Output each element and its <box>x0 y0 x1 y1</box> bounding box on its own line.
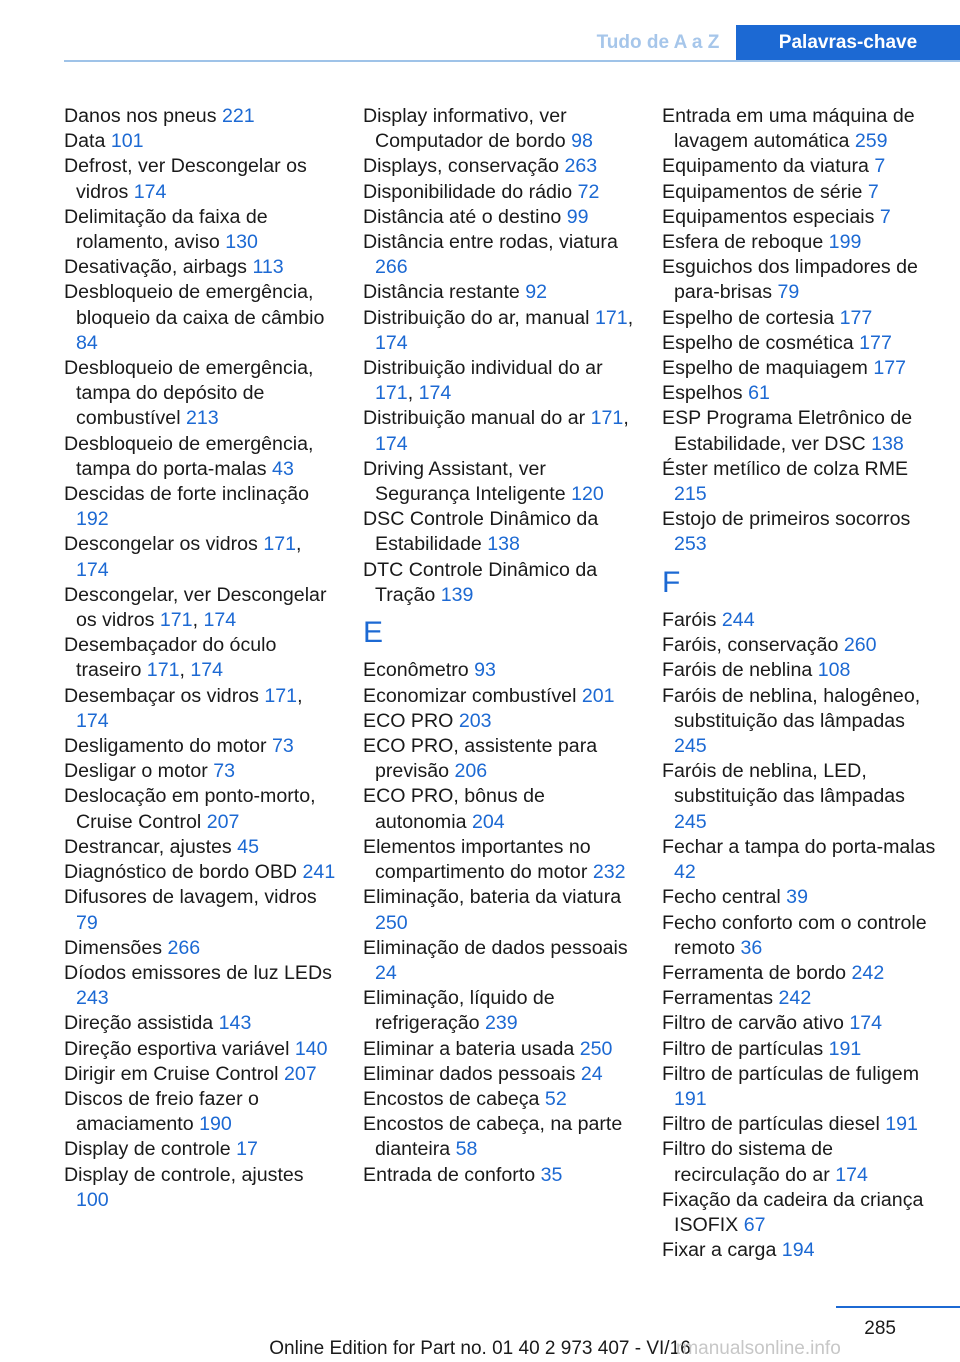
index-term: Distância restante <box>363 281 520 304</box>
index-term: Fixação da cadeira da criança ISOFIX <box>662 1188 924 1236</box>
index-term: Espelho de cortesia <box>662 306 835 329</box>
index-entry <box>363 180 638 205</box>
page-reference-link[interactable]: 73 <box>213 760 235 783</box>
index-entry: Distribuição do ar, manual 171, 174 <box>363 306 634 354</box>
index-term: Eliminar dados pessoais <box>363 1062 576 1085</box>
index-entry: Descongelar os vidros 171, 174 <box>64 533 302 581</box>
index-term: Deslocação em ponto-morto, Cruise Control <box>64 785 316 833</box>
page-reference-link[interactable]: 98 <box>571 130 593 153</box>
footer-divider <box>836 1306 960 1308</box>
page-reference-link[interactable]: 199 <box>828 231 862 254</box>
page-reference-link[interactable]: 108 <box>817 659 851 682</box>
index-entry: Desembaçador do óculo traseiro 171, 174 <box>64 634 277 682</box>
index-entry <box>662 986 937 1011</box>
index-term: Direção esportiva variável <box>64 1037 290 1060</box>
index-entry <box>662 633 937 658</box>
index-term: Descidas de forte inclinação <box>64 483 310 506</box>
page-reference-link[interactable]: 92 <box>525 281 548 304</box>
index-term: Fixar a carga <box>662 1239 777 1262</box>
page-reference-link[interactable]: 190 <box>199 1113 232 1136</box>
page-reference-link[interactable]: 58 <box>455 1138 478 1161</box>
index-term: Filtro de carvão ativo <box>662 1012 844 1035</box>
page-reference-link[interactable]: 191 <box>674 1087 707 1110</box>
section-letter: F <box>662 565 681 599</box>
index-entry <box>363 709 638 734</box>
index-entry <box>363 1062 638 1087</box>
page-reference-link[interactable]: 250 <box>375 911 408 934</box>
tab-tudo-de-a-a-z[interactable]: Tudo de A a Z <box>580 25 736 61</box>
index-entry <box>363 1037 638 1062</box>
page-reference-link[interactable]: 266 <box>167 936 201 959</box>
page-reference-link[interactable]: 266 <box>375 256 408 279</box>
index-term: Desembaçar os vidros <box>64 684 259 707</box>
index-column-2 <box>363 104 638 1188</box>
index-entry <box>64 1037 339 1062</box>
watermark-text: rmanualsonline.info <box>676 1338 841 1359</box>
page-reference-link[interactable]: 171 <box>590 407 624 430</box>
index-term: Display de controle, ajustes <box>64 1163 304 1186</box>
index-term: Distribuição manual do ar <box>363 407 586 430</box>
index-entry <box>363 885 638 935</box>
page-reference-link[interactable]: 43 <box>272 457 294 480</box>
index-term: Ferramenta de bordo <box>662 961 847 984</box>
index-entry <box>662 381 937 406</box>
page-reference-link[interactable]: 259 <box>854 130 888 153</box>
index-entry <box>662 1112 937 1137</box>
index-term: Direção assistida <box>64 1012 214 1035</box>
index-entry <box>662 457 937 507</box>
index-entry <box>363 507 638 557</box>
index-term: ECO PRO <box>363 709 454 732</box>
index-entry <box>64 784 339 834</box>
page-reference-link[interactable]: 174 <box>375 331 408 354</box>
index-term: Espelho de maquiagem <box>662 357 868 380</box>
index-term: Econômetro <box>363 659 469 682</box>
index-term: Fechar a tampa do porta-malas <box>662 835 936 858</box>
index-term: Display de controle <box>64 1138 231 1161</box>
index-entry <box>662 507 937 557</box>
page-reference-link[interactable]: 213 <box>186 407 219 430</box>
page-reference-link[interactable]: 174 <box>76 558 109 581</box>
page-reference-link[interactable]: 204 <box>471 810 505 833</box>
index-entry <box>363 684 638 709</box>
index-entry <box>64 129 339 154</box>
tab-palavras-chave[interactable]: Palavras-chave <box>736 25 960 61</box>
page-reference-link[interactable]: 174 <box>133 180 167 203</box>
page-reference-link[interactable]: 241 <box>302 861 336 884</box>
index-term: Eliminar a bateria usada <box>363 1037 575 1060</box>
index-entry <box>64 936 339 961</box>
index-entry <box>363 205 638 230</box>
page-reference-link[interactable]: 221 <box>221 105 255 127</box>
page-reference-link[interactable]: 100 <box>76 1188 109 1211</box>
index-entry <box>64 1011 339 1036</box>
index-term: Distância entre rodas, viatura <box>363 231 618 254</box>
index-term: Danos nos pneus <box>64 105 217 127</box>
index-entry <box>363 280 638 305</box>
index-entry <box>662 1137 937 1187</box>
index-term: Éster metílico de colza RME <box>662 457 909 480</box>
index-term: Eliminação, bateria da viatura <box>363 886 622 909</box>
index-term: Distribuição individual do ar <box>363 357 603 380</box>
index-entry <box>662 1037 937 1062</box>
index-entry <box>64 1087 339 1137</box>
index-entry <box>662 684 937 760</box>
index-term: DSC Controle Dinâmico da Estabilidade <box>363 508 599 556</box>
page-reference-link[interactable]: 191 <box>885 1113 918 1136</box>
index-entry <box>662 1062 937 1112</box>
page-reference-link[interactable]: 177 <box>839 306 873 329</box>
index-term: Encostos de cabeça, na parte dianteira <box>363 1113 623 1161</box>
page-reference-link[interactable]: 207 <box>206 810 240 833</box>
page-reference-link[interactable]: 24 <box>375 961 397 984</box>
index-entry <box>363 1112 638 1162</box>
page-reference-link[interactable]: 84 <box>76 331 98 354</box>
page-reference-link[interactable]: 143 <box>218 1012 252 1035</box>
index-term: Driving Assistant, ver Segurança Inteligente <box>363 457 566 506</box>
index-entry <box>662 331 937 356</box>
index-entry <box>64 255 339 280</box>
index-term: Economizar combustível <box>363 684 577 707</box>
index-entry <box>662 658 937 683</box>
index-entry <box>363 784 638 834</box>
index-entry <box>662 255 937 305</box>
index-entry <box>64 154 339 204</box>
index-entry <box>662 885 937 910</box>
page-reference-link[interactable]: 242 <box>778 987 812 1010</box>
page-reference-link[interactable]: 113 <box>252 256 284 279</box>
page-reference-link[interactable]: 171 <box>146 659 180 682</box>
page-reference-link[interactable]: 79 <box>76 911 98 934</box>
index-term: Eliminação, líquido de refrigeração <box>363 987 555 1035</box>
page-reference-link[interactable]: 171 <box>264 684 298 707</box>
index-entry <box>662 1188 937 1238</box>
index-term: Ferramentas <box>662 987 774 1010</box>
page-reference-link[interactable]: 171 <box>595 306 628 329</box>
index-entry <box>64 885 339 935</box>
index-term: Desbloqueio de emergência, tampa do porta-malas <box>64 432 314 480</box>
index-term: Filtro do sistema de recirculação do ar <box>662 1138 833 1186</box>
page-reference-link[interactable]: 35 <box>540 1163 563 1186</box>
index-entry <box>662 961 937 986</box>
page-reference-link[interactable]: 206 <box>454 760 488 783</box>
index-term: Faróis <box>662 609 717 632</box>
page-reference-link[interactable]: 7 <box>867 180 879 203</box>
index-entry <box>363 154 638 179</box>
index-entry <box>662 230 937 255</box>
page-reference-link[interactable]: 138 <box>871 432 904 455</box>
index-term: ECO PRO, assistente para previsão <box>363 735 598 783</box>
index-entry <box>64 835 339 860</box>
page-reference-link[interactable]: 72 <box>577 180 600 203</box>
page-reference-link[interactable]: 245 <box>674 810 707 833</box>
page-reference-link[interactable]: 99 <box>566 205 589 228</box>
index-entry <box>64 432 339 482</box>
index-term: Entrada em uma máquina de lavagem automática <box>662 105 915 153</box>
index-term: Display informativo, ver Computador de bordo <box>363 105 567 153</box>
index-term: Desativação, airbags <box>64 256 247 279</box>
page-reference-link[interactable]: 243 <box>76 987 109 1010</box>
index-entry <box>64 961 339 1011</box>
page-reference-link[interactable]: 120 <box>571 483 604 506</box>
page-reference-link[interactable]: 203 <box>458 709 492 732</box>
page-reference-link[interactable]: 201 <box>581 684 615 707</box>
index-term: DTC Controle Dinâmico da Tração <box>363 558 598 606</box>
index-entry <box>363 835 638 885</box>
index-entry <box>363 1087 638 1112</box>
page-reference-link[interactable]: 171 <box>375 382 408 405</box>
index-term: Difusores de lavagem, vidros <box>64 886 317 909</box>
index-entry <box>363 734 638 784</box>
index-entry <box>662 608 937 633</box>
index-entry <box>662 1238 937 1263</box>
index-term: Distribuição do ar, manual <box>363 306 590 329</box>
index-entry <box>363 104 638 154</box>
index-term: Desligar o motor <box>64 760 208 783</box>
index-entry: Distribuição individual do ar 171, 174 <box>363 357 603 405</box>
index-term: Faróis de neblina, LED, substituição das lâmpadas <box>662 760 905 808</box>
page-reference-link[interactable]: 73 <box>272 735 294 758</box>
index-entry <box>662 356 937 381</box>
index-entry: Desembaçar os vidros 171, 174 <box>64 684 303 732</box>
index-column-3 <box>662 104 937 1263</box>
index-term: Diagnóstico de bordo OBD <box>64 861 298 884</box>
page-reference-link[interactable]: 260 <box>843 634 877 657</box>
index-term: Desbloqueio de emergência, bloqueio da caixa de câmbio <box>64 281 325 329</box>
index-term: ESP Programa Eletrônico de Estabilidade, ver DSC <box>662 407 913 455</box>
index-entry <box>662 205 937 230</box>
page-reference-link[interactable]: 45 <box>237 835 259 858</box>
index-column-1 <box>64 104 339 1213</box>
index-term: Distância até o destino <box>363 205 562 228</box>
index-term: Descongelar os vidros <box>64 533 258 556</box>
index-term: Discos de freio fazer o amaciamento <box>64 1087 259 1136</box>
index-term: Filtro de partículas de fuligem <box>662 1062 920 1085</box>
index-entry <box>662 154 937 179</box>
index-term: Esguichos dos limpadores de para-brisas <box>662 256 918 304</box>
index-entry: Distribuição manual do ar 171, 174 <box>363 407 629 455</box>
page-reference-link[interactable]: 263 <box>564 155 598 178</box>
index-entry <box>662 306 937 331</box>
index-term: Desembaçador do óculo traseiro <box>64 634 277 682</box>
index-entry <box>662 911 937 961</box>
header-divider <box>64 60 960 62</box>
page-reference-link[interactable]: 79 <box>777 281 800 304</box>
page-reference-link[interactable]: 42 <box>674 861 696 884</box>
index-term: Data <box>64 130 106 153</box>
page-reference-link[interactable]: 52 <box>544 1087 567 1110</box>
index-term: Faróis de neblina, halogêneo, substituição das lâmpadas <box>662 684 921 732</box>
page-reference-link[interactable]: 171 <box>263 533 297 556</box>
page-reference-link[interactable]: 250 <box>579 1037 613 1060</box>
index-term: Delimitação da faixa de rolamento, aviso <box>64 205 268 254</box>
index-entry <box>64 280 339 356</box>
index-entry <box>363 658 638 683</box>
index-entry <box>64 1163 339 1213</box>
index-entry <box>64 759 339 784</box>
page-reference-link[interactable]: 139 <box>440 583 474 606</box>
index-entry <box>64 104 339 129</box>
page-number: 285 <box>864 1318 896 1339</box>
index-term: Filtro de partículas <box>662 1037 824 1060</box>
page-reference-link[interactable]: 215 <box>674 483 707 506</box>
index-term: Displays, conservação <box>363 155 560 178</box>
index-term: Descongelar, ver Descongelar os vidros <box>64 583 327 632</box>
index-entry <box>662 104 937 154</box>
index-entry <box>64 205 339 255</box>
index-term: ECO PRO, bônus de autonomia <box>363 785 545 833</box>
page-reference-link[interactable]: 67 <box>743 1213 766 1236</box>
index-term: Dimensões <box>64 936 163 959</box>
page-reference-link[interactable]: 101 <box>110 130 144 153</box>
index-term: Disponibilidade do rádio <box>363 180 573 203</box>
page-reference-link[interactable]: 17 <box>236 1138 258 1161</box>
page-reference-link[interactable]: 244 <box>721 609 755 632</box>
page-reference-link[interactable]: 174 <box>375 432 408 455</box>
index-entry <box>363 230 638 280</box>
index-term: Faróis de neblina <box>662 659 813 682</box>
index-term: Destrancar, ajustes <box>64 835 232 858</box>
index-term: Desbloqueio de emergência, tampa do depósito de combustível <box>64 357 314 430</box>
page-reference-link[interactable]: 130 <box>225 231 258 254</box>
page-reference-link[interactable]: 39 <box>786 886 808 909</box>
index-term: Fecho conforto com o controle remoto <box>662 911 927 959</box>
index-term: Equipamento da viatura <box>662 155 869 178</box>
index-entry <box>64 734 339 759</box>
index-term: Defrost, ver Descongelar os vidros <box>64 155 307 203</box>
index-term: Equipamentos especiais <box>662 205 875 228</box>
index-term: Encostos de cabeça <box>363 1087 540 1110</box>
index-term: Desligamento do motor <box>64 735 267 758</box>
section-letter: E <box>363 616 384 650</box>
index-entry <box>662 180 937 205</box>
page-reference-link[interactable]: 174 <box>849 1012 883 1035</box>
page-reference-link[interactable]: 61 <box>748 382 770 405</box>
page-reference-link[interactable]: 194 <box>781 1239 815 1262</box>
page-reference-link[interactable]: 232 <box>592 861 626 884</box>
index-term: Equipamentos de série <box>662 180 863 203</box>
index-term: Eliminação de dados pessoais <box>363 936 628 959</box>
page-reference-link[interactable]: 7 <box>879 205 891 228</box>
index-term: Faróis, conservação <box>662 634 839 657</box>
page-reference-link[interactable]: 7 <box>874 155 886 178</box>
page-reference-link[interactable]: 253 <box>674 533 707 556</box>
index-term: Espelhos <box>662 382 743 405</box>
page-reference-link[interactable]: 245 <box>674 735 707 758</box>
index-entry <box>662 835 937 885</box>
index-term: Estojo de primeiros socorros <box>662 508 911 531</box>
index-entry <box>662 1011 937 1036</box>
page-reference-link[interactable]: 174 <box>76 709 109 732</box>
index-entry <box>363 1163 638 1188</box>
index-entry: Descongelar, ver Descongelar os vidros 171, 174 <box>64 583 327 632</box>
index-entry <box>64 1137 339 1162</box>
index-entry <box>363 986 638 1036</box>
index-entry <box>64 860 339 885</box>
index-entry <box>363 558 638 608</box>
page-reference-link[interactable]: 192 <box>76 508 109 531</box>
page-reference-link[interactable]: 239 <box>485 1012 518 1035</box>
index-term: Esfera de reboque <box>662 231 824 254</box>
edition-text: Online Edition for Part no. 01 40 2 973 407 - VI/16 <box>269 1338 691 1359</box>
page-reference-link[interactable]: 24 <box>580 1062 603 1085</box>
index-term: Díodos emissores de luz LEDs <box>64 961 332 984</box>
index-entry <box>363 936 638 986</box>
index-term: Fecho central <box>662 886 781 909</box>
page-reference-link[interactable]: 174 <box>835 1163 868 1186</box>
page-reference-link[interactable]: 93 <box>474 659 496 682</box>
page-reference-link[interactable]: 177 <box>873 357 907 380</box>
index-entry <box>662 406 937 456</box>
index-entry <box>64 1062 339 1087</box>
index-entry <box>64 356 339 432</box>
index-term: Espelho de cosmética <box>662 331 854 354</box>
page-reference-link[interactable]: 36 <box>740 936 763 959</box>
page-reference-link[interactable]: 174 <box>203 609 237 632</box>
index-entry <box>64 482 339 532</box>
page-reference-link[interactable]: 191 <box>828 1037 862 1060</box>
page-reference-link[interactable]: 138 <box>487 533 520 556</box>
page-reference-link[interactable]: 177 <box>859 331 892 354</box>
index-term: Filtro de partículas diesel <box>662 1113 880 1136</box>
page-reference-link[interactable]: 207 <box>283 1062 317 1085</box>
index-term: Dirigir em Cruise Control <box>64 1062 279 1085</box>
index-entry <box>662 759 937 835</box>
page-reference-link[interactable]: 174 <box>190 659 224 682</box>
index-entry <box>363 457 638 507</box>
page-reference-link[interactable]: 242 <box>851 961 885 984</box>
index-term: Entrada de conforto <box>363 1163 536 1186</box>
page-reference-link[interactable]: 140 <box>294 1037 328 1060</box>
index-term: Elementos importantes no compartimento do motor <box>363 835 591 884</box>
page-reference-link[interactable]: 174 <box>418 382 452 405</box>
page-reference-link[interactable]: 171 <box>159 609 193 632</box>
page-header <box>0 0 960 62</box>
